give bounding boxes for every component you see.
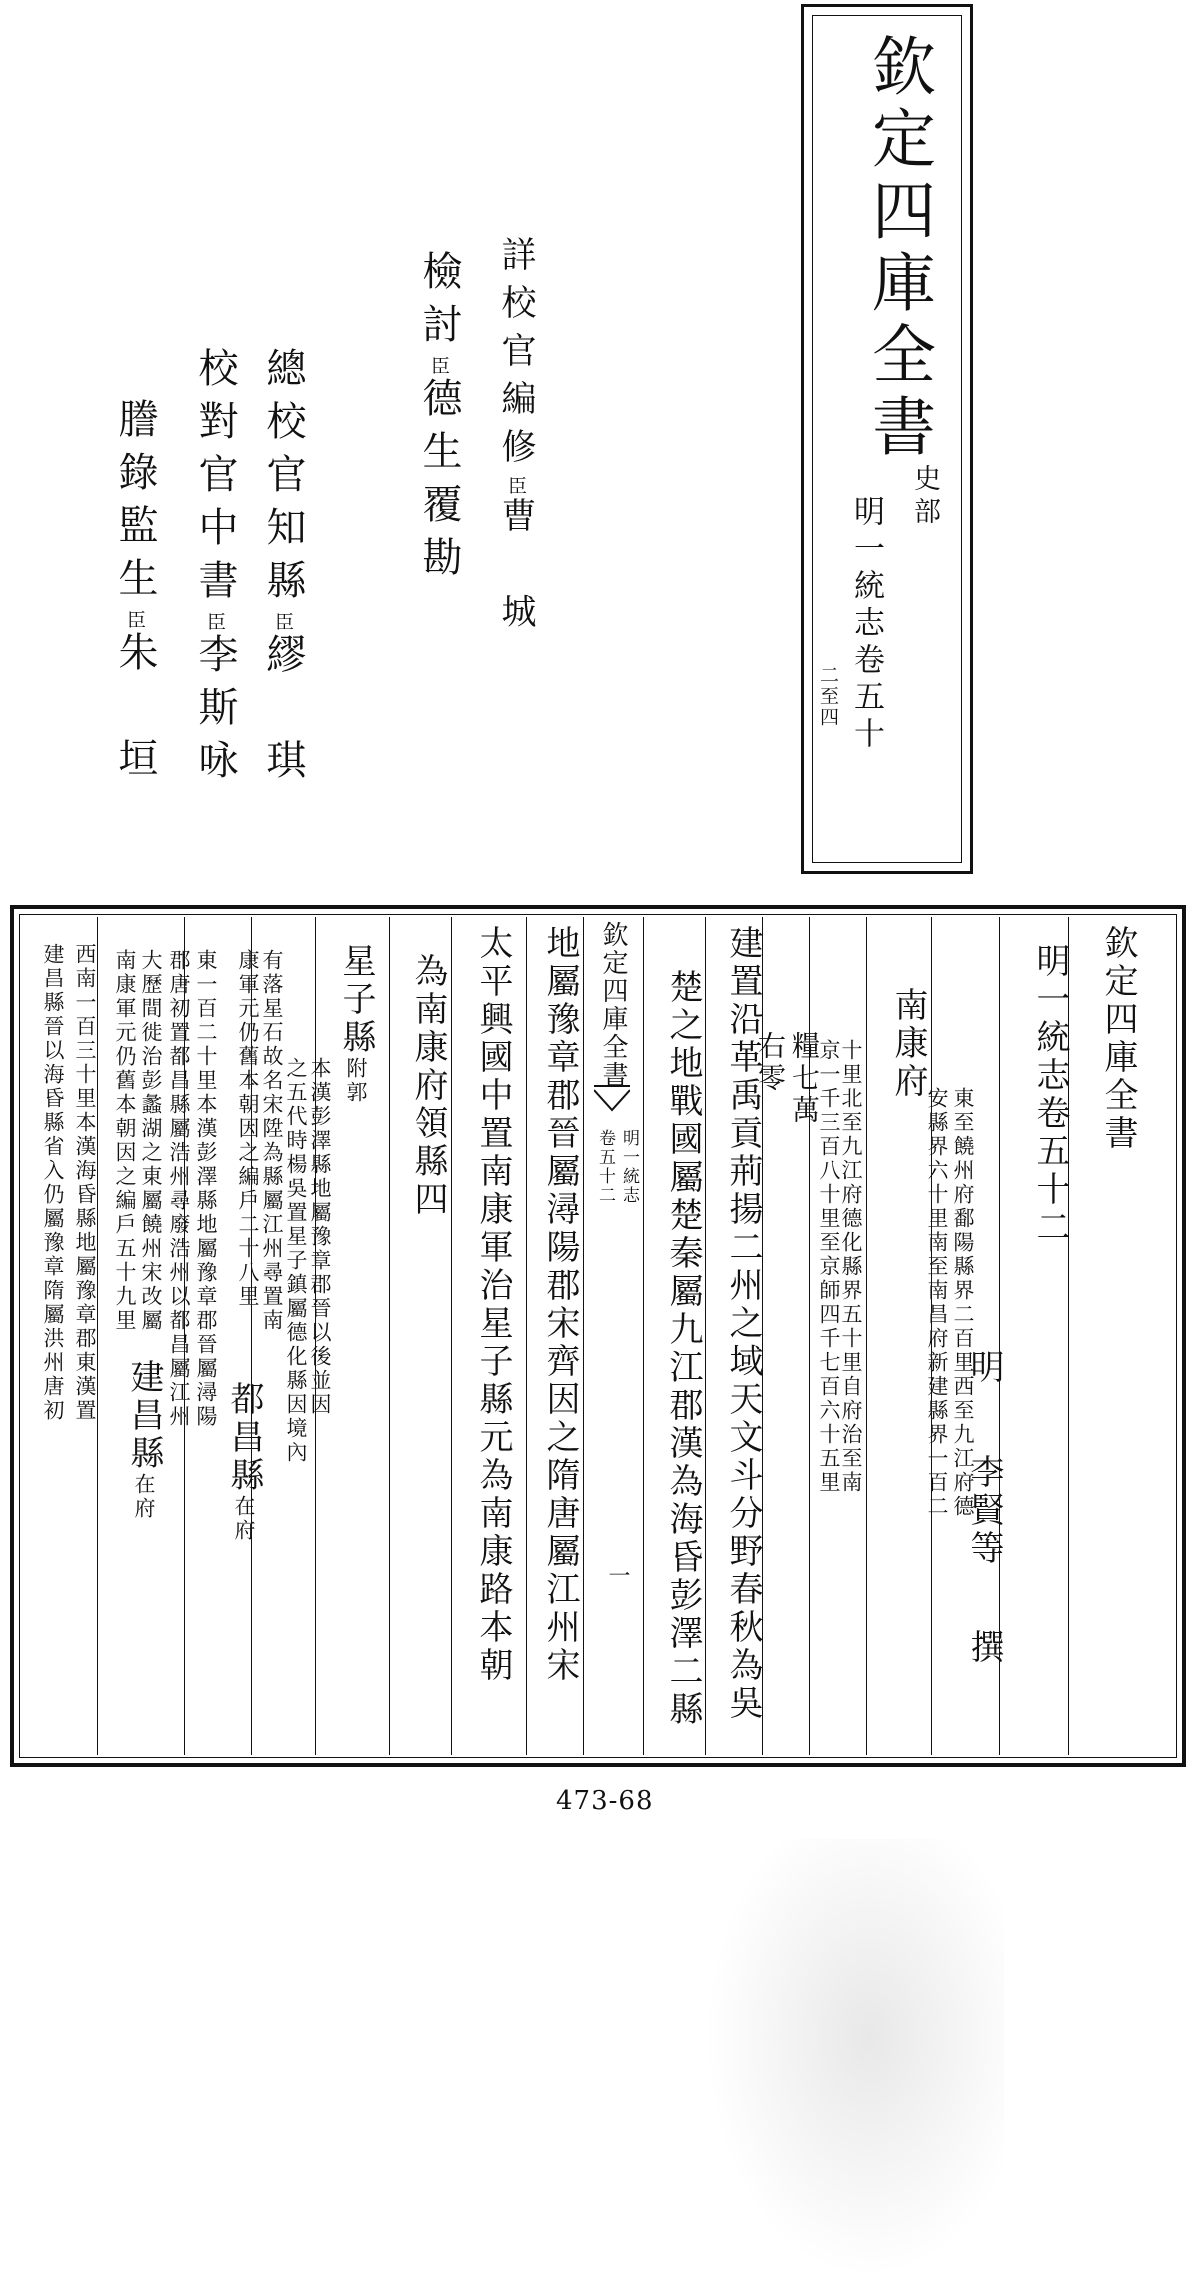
margin-header: 欽定四庫全書 — [598, 921, 628, 1089]
text-column: 建置沿革禹貢荊揚二州之域天文斗分野春秋為吳 — [723, 925, 763, 1723]
credit-role: 校對官中書 — [192, 347, 238, 612]
credit-person-name: 曹 城 — [496, 497, 536, 641]
credit-role: 謄錄監生 — [112, 398, 158, 610]
credit-rank: 臣 — [272, 612, 294, 633]
credit-role: 總校官知縣 — [260, 347, 306, 612]
cover-title-slip — [801, 4, 973, 874]
credit-role: 檢討 — [416, 250, 462, 356]
volume-range: 二至四 — [817, 665, 839, 728]
text-page — [10, 905, 1186, 1767]
credit-person-name: 德生覆勘 — [416, 377, 462, 589]
county-xingzi-note: 之五代時楊吳置星子鎮屬德化縣因境內 — [284, 1057, 308, 1465]
county-suffix: 在府 — [232, 1495, 256, 1543]
credit-role: 詳校官編修 — [496, 236, 536, 476]
dynasty: 明 — [964, 1349, 1004, 1387]
county-duchang — [220, 1381, 269, 1543]
volume-title: 明一統志卷五十 — [848, 495, 884, 754]
credit-chief-proofreader — [255, 347, 312, 792]
credit-person-name: 繆 琪 — [260, 633, 306, 792]
county-xingzi-note: 康軍元仍舊本朝因之編戶二十八里 — [236, 949, 260, 1309]
county-name: 都昌縣 — [224, 1381, 264, 1495]
county-jianchang-note: 西南一百三十里本漢海昏縣地屬豫章郡東漢置 — [73, 943, 97, 1423]
column-rule — [389, 917, 390, 1755]
column-rule — [643, 917, 644, 1755]
credit-rank: 臣 — [124, 610, 146, 631]
leaf-number: 一 — [605, 1564, 630, 1586]
county-name: 星子縣 — [336, 943, 376, 1057]
county-suffix: 附郭 — [344, 1057, 368, 1105]
county-xingzi-note: 有落星石故名宋陞為縣屬江州尋置南 — [260, 949, 284, 1333]
credit-detailed-proofreader — [491, 236, 541, 641]
fishtail-mark-icon — [594, 1084, 630, 1114]
credit-reviewer — [411, 250, 468, 589]
county-duchang-note: 南康軍元仍舊本朝因之編戶五十九里 — [113, 949, 137, 1333]
page-header: 欽定四庫全書 — [1098, 925, 1138, 1153]
credit-collator — [187, 347, 244, 792]
margin-book-title: 明一統志 — [619, 1129, 639, 1205]
seal-smudge — [704, 1839, 1004, 2279]
credit-rank: 臣 — [428, 356, 450, 377]
text-column: 楚之地戰國屬楚秦屬九江郡漢為海昏彭澤二縣 — [663, 969, 703, 1729]
prefecture-note-4: 京一千三百八十里至京師四千七百六十五里 — [817, 1039, 841, 1495]
prefecture-note-2: 安縣界六十里南至南昌府新建縣界一百二 — [925, 1087, 949, 1519]
margin-volume: 卷五十二 — [595, 1129, 615, 1205]
population-line-1: 糧七萬 — [788, 1031, 821, 1127]
county-jianchang-note: 建昌縣晉以海昏縣省入仍屬豫章隋屬洪州唐初 — [41, 943, 65, 1423]
credit-person-name: 朱 垣 — [112, 631, 158, 790]
county-name: 建昌縣 — [124, 1359, 164, 1473]
prefecture-note-3: 十里北至九江府德化縣界五十里自府治至南 — [839, 1039, 863, 1495]
population-line-2: 右零 — [754, 1031, 787, 1095]
county-duchang-note: 郡唐初置都昌縣屬浩州尋廢浩州以都昌屬江州 — [167, 949, 191, 1429]
author-role: 撰 — [964, 1629, 1004, 1667]
text-column: 為南康府領縣四 — [408, 953, 448, 1219]
county-suffix: 在府 — [132, 1473, 156, 1521]
prefecture-note-1: 東至饒州府鄱陽縣界二百里西至九江府德 — [951, 1087, 975, 1519]
county-duchang-note: 大歷間徙治彭蠡湖之東屬饒州宋改屬 — [139, 949, 163, 1333]
subcategory-label: 史部 — [909, 464, 940, 530]
credit-person-name: 李斯咏 — [192, 633, 238, 792]
county-xingzi-note: 本漢彭澤縣地屬豫章郡晉以後並因 — [308, 1057, 332, 1417]
text-column: 太平興國中置南康軍治星子縣元為南康路本朝 — [473, 925, 513, 1685]
column-rule — [866, 917, 867, 1755]
collection-title: 欽定四庫全書 — [861, 33, 935, 465]
column-rule — [526, 917, 527, 1755]
author-name: 李賢等 — [964, 1454, 1004, 1568]
county-duchang-note: 東一百二十里本漢彭澤縣地屬豫章郡晉屬潯陽 — [194, 949, 218, 1429]
page-number: 473-68 — [556, 1786, 654, 1816]
text-column: 地屬豫章郡晉屬潯陽郡宋齊因之隋唐屬江州宋 — [540, 925, 580, 1685]
credit-rank: 臣 — [505, 476, 527, 497]
county-jianchang — [120, 1359, 169, 1521]
credit-rank: 臣 — [204, 612, 226, 633]
book-title: 明一統志卷五十二 — [1030, 943, 1070, 1247]
credit-copyist — [107, 398, 164, 790]
county-xingzi — [332, 943, 381, 1105]
prefecture-heading: 南康府 — [888, 987, 928, 1101]
